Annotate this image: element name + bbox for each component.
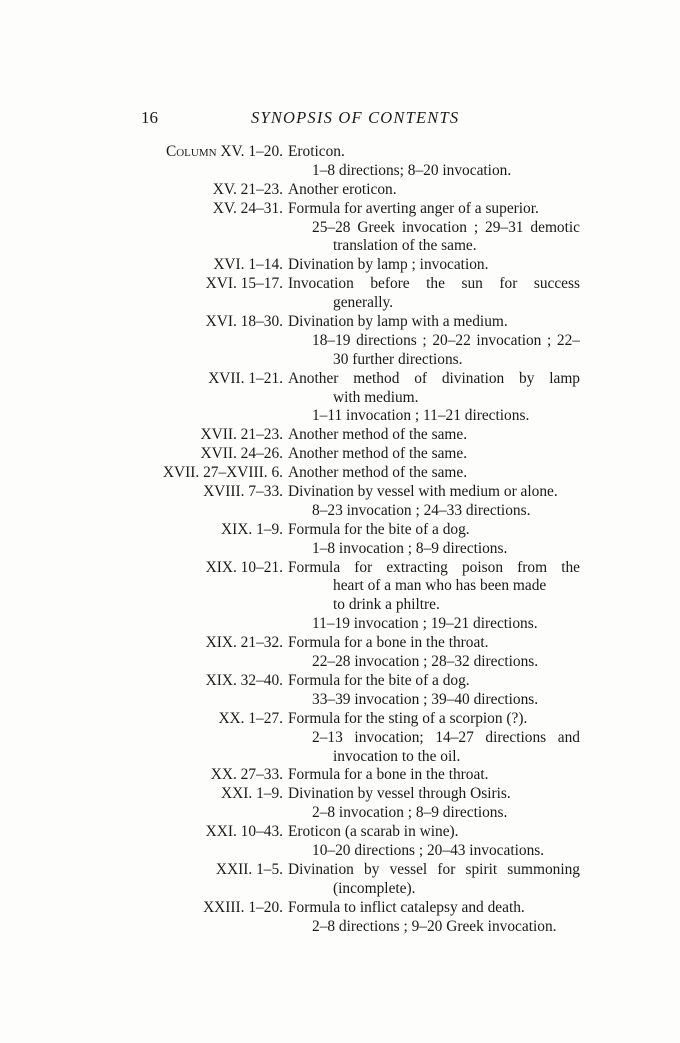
contents-entry — [0, 483, 680, 502]
contents-entry — [0, 785, 680, 804]
contents-entry — [0, 899, 680, 918]
page-number: 16 — [141, 108, 158, 127]
entry-title: Divination by vessel through Osiris. — [288, 785, 511, 803]
column-range: XXI. 1–9. — [221, 785, 283, 803]
entry-continuation: with medium. — [333, 388, 419, 406]
entry-title: Formula for the sting of a scorpion (?). — [288, 709, 528, 727]
contents-subline — [0, 294, 680, 313]
entry-detail: 25–28 Greek invocation ; 29–31 demotic — [312, 218, 580, 236]
entry-continuation: to drink a philtre. — [333, 596, 440, 614]
column-range: XVI. 15–17. — [205, 275, 283, 293]
column-reference — [206, 313, 283, 332]
entry-detail: 1–8 invocation ; 8–9 directions. — [312, 539, 508, 557]
column-range: XVIII. 7–33. — [203, 483, 283, 501]
contents-subline — [0, 729, 680, 748]
entry-title: Formula for the bite of a dog. — [288, 520, 470, 538]
contents-subline — [0, 219, 680, 238]
entry-continuation: (incomplete). — [333, 879, 416, 897]
column-reference — [208, 370, 283, 389]
column-reference — [216, 861, 283, 880]
entry-detail: 18–19 directions ; 20–22 invocation ; 22– — [312, 331, 580, 349]
entry-title: Divination by vessel for spirit summoning — [288, 860, 580, 878]
entry-detail: 8–23 invocation ; 24–33 directions. — [312, 501, 531, 519]
column-reference — [203, 899, 283, 918]
entry-continuation: generally. — [333, 294, 394, 312]
entry-title: Formula to inflict catalepsy and death. — [288, 898, 525, 916]
contents-entry — [0, 672, 680, 691]
entry-title: Divination by vessel with medium or alone. — [288, 483, 558, 501]
column-reference — [213, 181, 283, 200]
entry-title: Formula for a bone in the throat. — [288, 634, 489, 652]
column-range: XV. 24–31. — [212, 199, 283, 217]
contents-subline — [0, 351, 680, 370]
entry-title: Divination by lamp with a medium. — [288, 313, 508, 331]
column-reference — [221, 785, 283, 804]
entry-title: Formula for a bone in the throat. — [288, 766, 489, 784]
contents-subline — [0, 842, 680, 861]
entry-continuation: 30 further directions. — [333, 350, 463, 368]
contents-entry — [0, 766, 680, 785]
column-range: XVI. 1–14. — [213, 256, 283, 274]
contents-list — [0, 143, 680, 936]
column-range: XIX. 10–21. — [205, 558, 283, 576]
column-reference — [201, 426, 284, 445]
contents-entry — [0, 710, 680, 729]
entry-continuation: invocation to the oil. — [333, 747, 461, 765]
column-reference — [166, 143, 283, 162]
contents-subline — [0, 615, 680, 634]
contents-entry — [0, 823, 680, 842]
contents-subline — [0, 804, 680, 823]
contents-subline — [0, 880, 680, 899]
contents-subline — [0, 596, 680, 615]
contents-subline — [0, 691, 680, 710]
entry-continuation: heart of a man who has been made — [333, 577, 547, 595]
entry-title: Invocation before the sun for success — [288, 275, 580, 293]
column-reference — [221, 521, 283, 540]
column-range: XVII. 24–26. — [200, 445, 283, 463]
entry-detail: 2–8 directions ; 9–20 Greek invocation. — [312, 917, 557, 935]
column-range: XV. 1–20. — [220, 143, 283, 160]
contents-entry — [0, 634, 680, 653]
contents-subline — [0, 540, 680, 559]
contents-entry — [0, 143, 680, 162]
entry-title: Eroticon. — [288, 143, 345, 160]
column-range: XXI. 10–43. — [205, 823, 283, 841]
column-reference — [201, 445, 284, 464]
contents-subline — [0, 653, 680, 672]
column-range: XXIII. 1–20. — [203, 898, 283, 916]
column-reference — [206, 559, 283, 578]
column-range: XVI. 18–30. — [205, 313, 283, 331]
column-reference — [203, 483, 283, 502]
contents-subline — [0, 162, 680, 181]
entry-title: Divination by lamp ; invocation. — [288, 256, 489, 274]
column-range: XVII. 27–XVIII. 6. — [162, 464, 283, 482]
entry-title: Eroticon (a scarab in wine). — [288, 823, 459, 841]
column-reference — [206, 275, 283, 294]
entry-detail: 1–8 directions; 8–20 invocation. — [312, 161, 512, 179]
column-range: XVII. 21–23. — [200, 426, 283, 444]
column-reference — [211, 766, 283, 785]
entry-title: Another method of divination by lamp — [288, 369, 580, 387]
column-range: XXII. 1–5. — [215, 860, 283, 878]
entry-continuation: translation of the same. — [333, 237, 477, 255]
entry-title: Formula for the bite of a dog. — [288, 671, 470, 689]
column-reference — [163, 464, 283, 483]
column-reference — [213, 200, 283, 219]
contents-entry — [0, 559, 680, 578]
entry-detail: 33–39 invocation ; 39–40 directions. — [312, 690, 539, 708]
contents-subline — [0, 237, 680, 256]
column-range: XX. 1–27. — [218, 709, 283, 727]
column-reference — [206, 634, 283, 653]
entry-title: Another method of the same. — [288, 426, 468, 444]
column-label: Column — [165, 143, 217, 160]
contents-subline — [0, 389, 680, 408]
entry-detail: 10–20 directions ; 20–43 invocations. — [312, 841, 545, 859]
contents-entry — [0, 521, 680, 540]
contents-entry — [0, 181, 680, 200]
column-reference — [218, 710, 283, 729]
contents-subline — [0, 502, 680, 521]
column-range: XX. 27–33. — [210, 766, 283, 784]
contents-subline — [0, 577, 680, 596]
entry-detail: 22–28 invocation ; 28–32 directions. — [312, 653, 539, 671]
entry-title: Another method of the same. — [288, 445, 468, 463]
column-range: XIX. 32–40. — [205, 671, 283, 689]
column-range: XV. 21–23. — [212, 180, 283, 198]
contents-subline — [0, 332, 680, 351]
entry-detail: 2–8 invocation ; 8–9 directions. — [312, 804, 508, 822]
contents-subline — [0, 918, 680, 937]
entry-title: Another eroticon. — [288, 180, 397, 198]
contents-entry — [0, 200, 680, 219]
contents-entry — [0, 861, 680, 880]
running-head: SYNOPSIS OF CONTENTS — [251, 108, 460, 127]
contents-entry — [0, 275, 680, 294]
entry-detail: 1–11 invocation ; 11–21 directions. — [312, 407, 530, 425]
column-range: XVII. 1–21. — [208, 369, 283, 387]
column-reference — [213, 256, 283, 275]
entry-title: Formula for averting anger of a superior. — [288, 199, 539, 217]
entry-title: Formula for extracting poison from the — [288, 558, 580, 576]
column-reference — [206, 823, 283, 842]
entry-detail: 2–13 invocation; 14–27 directions and — [312, 728, 580, 746]
contents-entry — [0, 370, 680, 389]
contents-entry — [0, 256, 680, 275]
entry-title: Another method of the same. — [288, 464, 468, 482]
contents-entry — [0, 426, 680, 445]
contents-entry — [0, 445, 680, 464]
contents-entry — [0, 313, 680, 332]
contents-entry — [0, 464, 680, 483]
column-range: XIX. 21–32. — [205, 634, 283, 652]
column-reference — [206, 672, 283, 691]
column-range: XIX. 1–9. — [221, 520, 283, 538]
contents-subline — [0, 748, 680, 767]
entry-detail: 11–19 invocation ; 19–21 directions. — [312, 615, 538, 633]
contents-subline — [0, 407, 680, 426]
